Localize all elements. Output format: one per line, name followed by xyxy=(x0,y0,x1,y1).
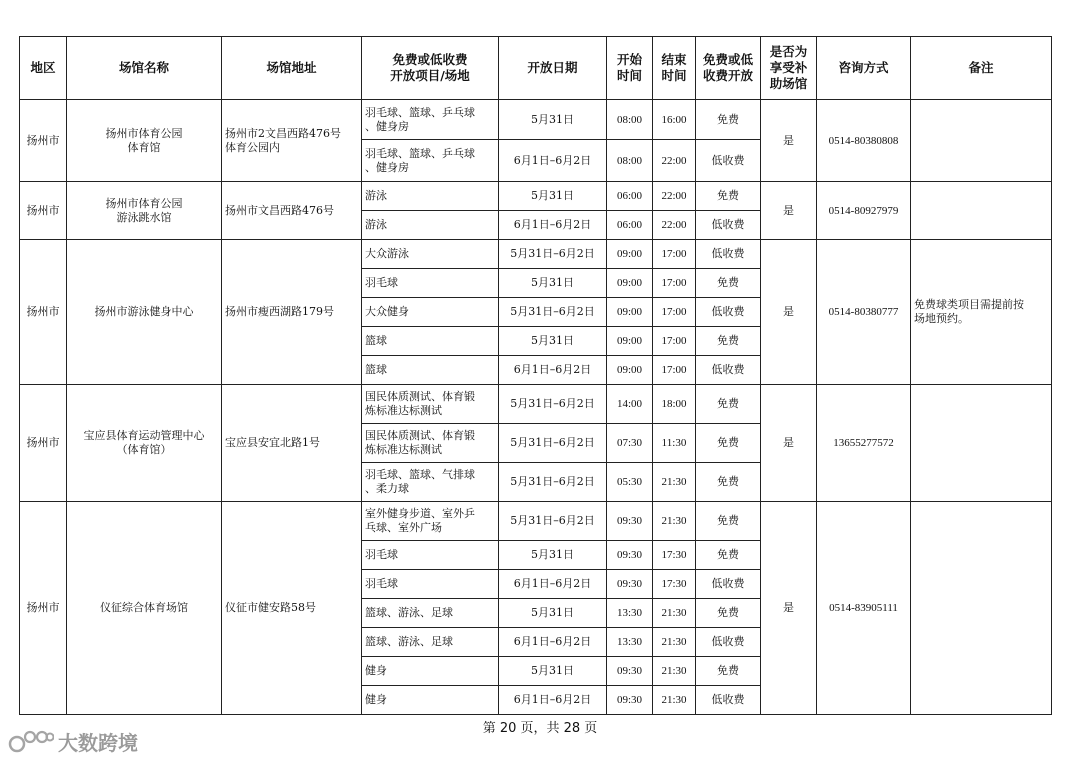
table-row xyxy=(20,502,1052,541)
venue-name-cell: 扬州市体育公园 游泳跳水馆 xyxy=(67,182,222,240)
start-time-cell: 13:30 xyxy=(607,628,653,657)
open-date-cell: 5月31日 xyxy=(499,541,607,570)
region-cell: 扬州市 xyxy=(20,385,67,502)
note-cell xyxy=(911,502,1052,715)
table-row xyxy=(20,100,1052,140)
end-time-cell: 17:00 xyxy=(653,356,696,385)
venue-name-cell: 宝应县体育运动管理中心 （体育馆） xyxy=(67,385,222,502)
open-item-cell: 羽毛球、篮球、气排球 、柔力球 xyxy=(362,463,499,502)
open-date-cell: 6月1日–6月2日 xyxy=(499,628,607,657)
start-time-cell: 14:00 xyxy=(607,385,653,424)
open-item-cell: 篮球、游泳、足球 xyxy=(362,599,499,628)
open-item-cell: 大众健身 xyxy=(362,298,499,327)
open-item-cell: 国民体质测试、体育锻 炼标准达标测试 xyxy=(362,385,499,424)
end-time-cell: 16:00 xyxy=(653,100,696,140)
fee-type-cell: 低收费 xyxy=(696,298,761,327)
start-time-cell: 09:30 xyxy=(607,541,653,570)
open-item-cell: 健身 xyxy=(362,657,499,686)
note-cell xyxy=(911,385,1052,502)
open-item-cell: 羽毛球 xyxy=(362,570,499,599)
open-item-cell: 游泳 xyxy=(362,182,499,211)
header-start-time: 开始 时间 xyxy=(607,37,653,100)
subsidized-cell: 是 xyxy=(761,385,817,502)
venue-address-cell: 宝应县安宜北路1号 xyxy=(222,385,362,502)
start-time-cell: 09:30 xyxy=(607,657,653,686)
fee-type-cell: 免费 xyxy=(696,463,761,502)
table-body xyxy=(20,100,1052,715)
end-time-cell: 21:30 xyxy=(653,502,696,541)
open-item-cell: 游泳 xyxy=(362,211,499,240)
open-date-cell: 5月31日 xyxy=(499,599,607,628)
page-footer: 第 20 页，共 28 页 xyxy=(482,721,598,736)
open-date-cell: 6月1日–6月2日 xyxy=(499,356,607,385)
header-fee-type: 免费或低 收费开放 xyxy=(696,37,761,100)
fee-type-cell: 免费 xyxy=(696,502,761,541)
fee-type-cell: 免费 xyxy=(696,269,761,298)
open-item-cell: 大众游泳 xyxy=(362,240,499,269)
open-date-cell: 5月31日 xyxy=(499,100,607,140)
header-end-time: 结束 时间 xyxy=(653,37,696,100)
watermark-logo-icon xyxy=(8,729,54,755)
open-date-cell: 5月31日 xyxy=(499,269,607,298)
end-time-cell: 22:00 xyxy=(653,182,696,211)
end-time-cell: 11:30 xyxy=(653,424,696,463)
fee-type-cell: 免费 xyxy=(696,599,761,628)
note-cell xyxy=(911,182,1052,240)
open-item-cell: 羽毛球 xyxy=(362,269,499,298)
open-date-cell: 5月31日–6月2日 xyxy=(499,298,607,327)
fee-type-cell: 低收费 xyxy=(696,686,761,715)
end-time-cell: 17:00 xyxy=(653,298,696,327)
venue-address-cell: 扬州市2文昌西路476号 体育公园内 xyxy=(222,100,362,182)
contact-cell: 0514-80380808 xyxy=(817,100,911,182)
end-time-cell: 18:00 xyxy=(653,385,696,424)
end-time-cell: 21:30 xyxy=(653,463,696,502)
fee-type-cell: 低收费 xyxy=(696,628,761,657)
open-date-cell: 5月31日–6月2日 xyxy=(499,463,607,502)
header-venue-name: 场馆名称 xyxy=(67,37,222,100)
fee-type-cell: 免费 xyxy=(696,385,761,424)
watermark-text: 大数跨境 xyxy=(58,731,138,755)
region-cell: 扬州市 xyxy=(20,182,67,240)
subsidized-cell: 是 xyxy=(761,240,817,385)
fee-type-cell: 低收费 xyxy=(696,140,761,182)
start-time-cell: 09:00 xyxy=(607,269,653,298)
start-time-cell: 09:30 xyxy=(607,570,653,599)
open-item-cell: 室外健身步道、室外乒 乓球、室外广场 xyxy=(362,502,499,541)
venue-name-cell: 扬州市游泳健身中心 xyxy=(67,240,222,385)
start-time-cell: 06:00 xyxy=(607,182,653,211)
table-row xyxy=(20,240,1052,269)
fee-type-cell: 免费 xyxy=(696,100,761,140)
venue-address-cell: 扬州市文昌西路476号 xyxy=(222,182,362,240)
start-time-cell: 13:30 xyxy=(607,599,653,628)
end-time-cell: 21:30 xyxy=(653,657,696,686)
open-item-cell: 篮球 xyxy=(362,327,499,356)
venue-name-cell: 扬州市体育公园 体育馆 xyxy=(67,100,222,182)
table-header-row xyxy=(20,37,1052,100)
end-time-cell: 22:00 xyxy=(653,211,696,240)
venue-address-cell: 扬州市瘦西湖路179号 xyxy=(222,240,362,385)
end-time-cell: 17:30 xyxy=(653,570,696,599)
open-item-cell: 健身 xyxy=(362,686,499,715)
start-time-cell: 08:00 xyxy=(607,100,653,140)
contact-cell: 0514-80927979 xyxy=(817,182,911,240)
end-time-cell: 21:30 xyxy=(653,628,696,657)
header-open-date: 开放日期 xyxy=(499,37,607,100)
open-item-cell: 国民体质测试、体育锻 炼标准达标测试 xyxy=(362,424,499,463)
fee-type-cell: 免费 xyxy=(696,657,761,686)
end-time-cell: 17:30 xyxy=(653,541,696,570)
note-cell xyxy=(911,100,1052,182)
open-date-cell: 5月31日 xyxy=(499,327,607,356)
start-time-cell: 09:30 xyxy=(607,686,653,715)
start-time-cell: 09:00 xyxy=(607,240,653,269)
header-venue-address: 场馆地址 xyxy=(222,37,362,100)
fee-type-cell: 低收费 xyxy=(696,356,761,385)
fee-type-cell: 免费 xyxy=(696,327,761,356)
note-cell: 免费球类项目需提前按 场地预约。 xyxy=(911,240,1052,385)
start-time-cell: 09:00 xyxy=(607,298,653,327)
subsidized-cell: 是 xyxy=(761,502,817,715)
end-time-cell: 17:00 xyxy=(653,327,696,356)
subsidized-cell: 是 xyxy=(761,100,817,182)
venue-name-cell: 仪征综合体育场馆 xyxy=(67,502,222,715)
contact-cell: 0514-83905111 xyxy=(817,502,911,715)
open-item-cell: 羽毛球 xyxy=(362,541,499,570)
open-date-cell: 6月1日–6月2日 xyxy=(499,140,607,182)
region-cell: 扬州市 xyxy=(20,502,67,715)
end-time-cell: 17:00 xyxy=(653,269,696,298)
watermark xyxy=(8,727,138,756)
contact-cell: 0514-80380777 xyxy=(817,240,911,385)
start-time-cell: 06:00 xyxy=(607,211,653,240)
open-date-cell: 5月31日–6月2日 xyxy=(499,385,607,424)
start-time-cell: 09:00 xyxy=(607,356,653,385)
open-date-cell: 6月1日–6月2日 xyxy=(499,211,607,240)
subsidized-cell: 是 xyxy=(761,182,817,240)
header-note: 备注 xyxy=(911,37,1052,100)
open-item-cell: 羽毛球、篮球、乒乓球 、健身房 xyxy=(362,100,499,140)
fee-type-cell: 免费 xyxy=(696,541,761,570)
fee-type-cell: 免费 xyxy=(696,182,761,211)
contact-cell: 13655277572 xyxy=(817,385,911,502)
open-date-cell: 5月31日 xyxy=(499,182,607,211)
header-subsidized: 是否为 享受补 助场馆 xyxy=(761,37,817,100)
header-open-item: 免费或低收费 开放项目/场地 xyxy=(362,37,499,100)
open-date-cell: 5月31日–6月2日 xyxy=(499,424,607,463)
start-time-cell: 09:00 xyxy=(607,327,653,356)
end-time-cell: 17:00 xyxy=(653,240,696,269)
open-date-cell: 5月31日 xyxy=(499,657,607,686)
open-date-cell: 5月31日–6月2日 xyxy=(499,502,607,541)
start-time-cell: 08:00 xyxy=(607,140,653,182)
table-row xyxy=(20,385,1052,424)
region-cell: 扬州市 xyxy=(20,100,67,182)
fee-type-cell: 低收费 xyxy=(696,211,761,240)
fee-type-cell: 低收费 xyxy=(696,240,761,269)
end-time-cell: 21:30 xyxy=(653,686,696,715)
header-contact: 咨询方式 xyxy=(817,37,911,100)
venue-address-cell: 仪征市健安路58号 xyxy=(222,502,362,715)
open-item-cell: 篮球、游泳、足球 xyxy=(362,628,499,657)
end-time-cell: 22:00 xyxy=(653,140,696,182)
open-item-cell: 篮球 xyxy=(362,356,499,385)
region-cell: 扬州市 xyxy=(20,240,67,385)
start-time-cell: 09:30 xyxy=(607,502,653,541)
fee-type-cell: 低收费 xyxy=(696,570,761,599)
open-item-cell: 羽毛球、篮球、乒乓球 、健身房 xyxy=(362,140,499,182)
header-region: 地区 xyxy=(20,37,67,100)
open-date-cell: 6月1日–6月2日 xyxy=(499,686,607,715)
start-time-cell: 05:30 xyxy=(607,463,653,502)
open-date-cell: 6月1日–6月2日 xyxy=(499,570,607,599)
end-time-cell: 21:30 xyxy=(653,599,696,628)
open-date-cell: 5月31日–6月2日 xyxy=(499,240,607,269)
venue-table xyxy=(19,36,1052,715)
table-row xyxy=(20,182,1052,211)
fee-type-cell: 免费 xyxy=(696,424,761,463)
start-time-cell: 07:30 xyxy=(607,424,653,463)
